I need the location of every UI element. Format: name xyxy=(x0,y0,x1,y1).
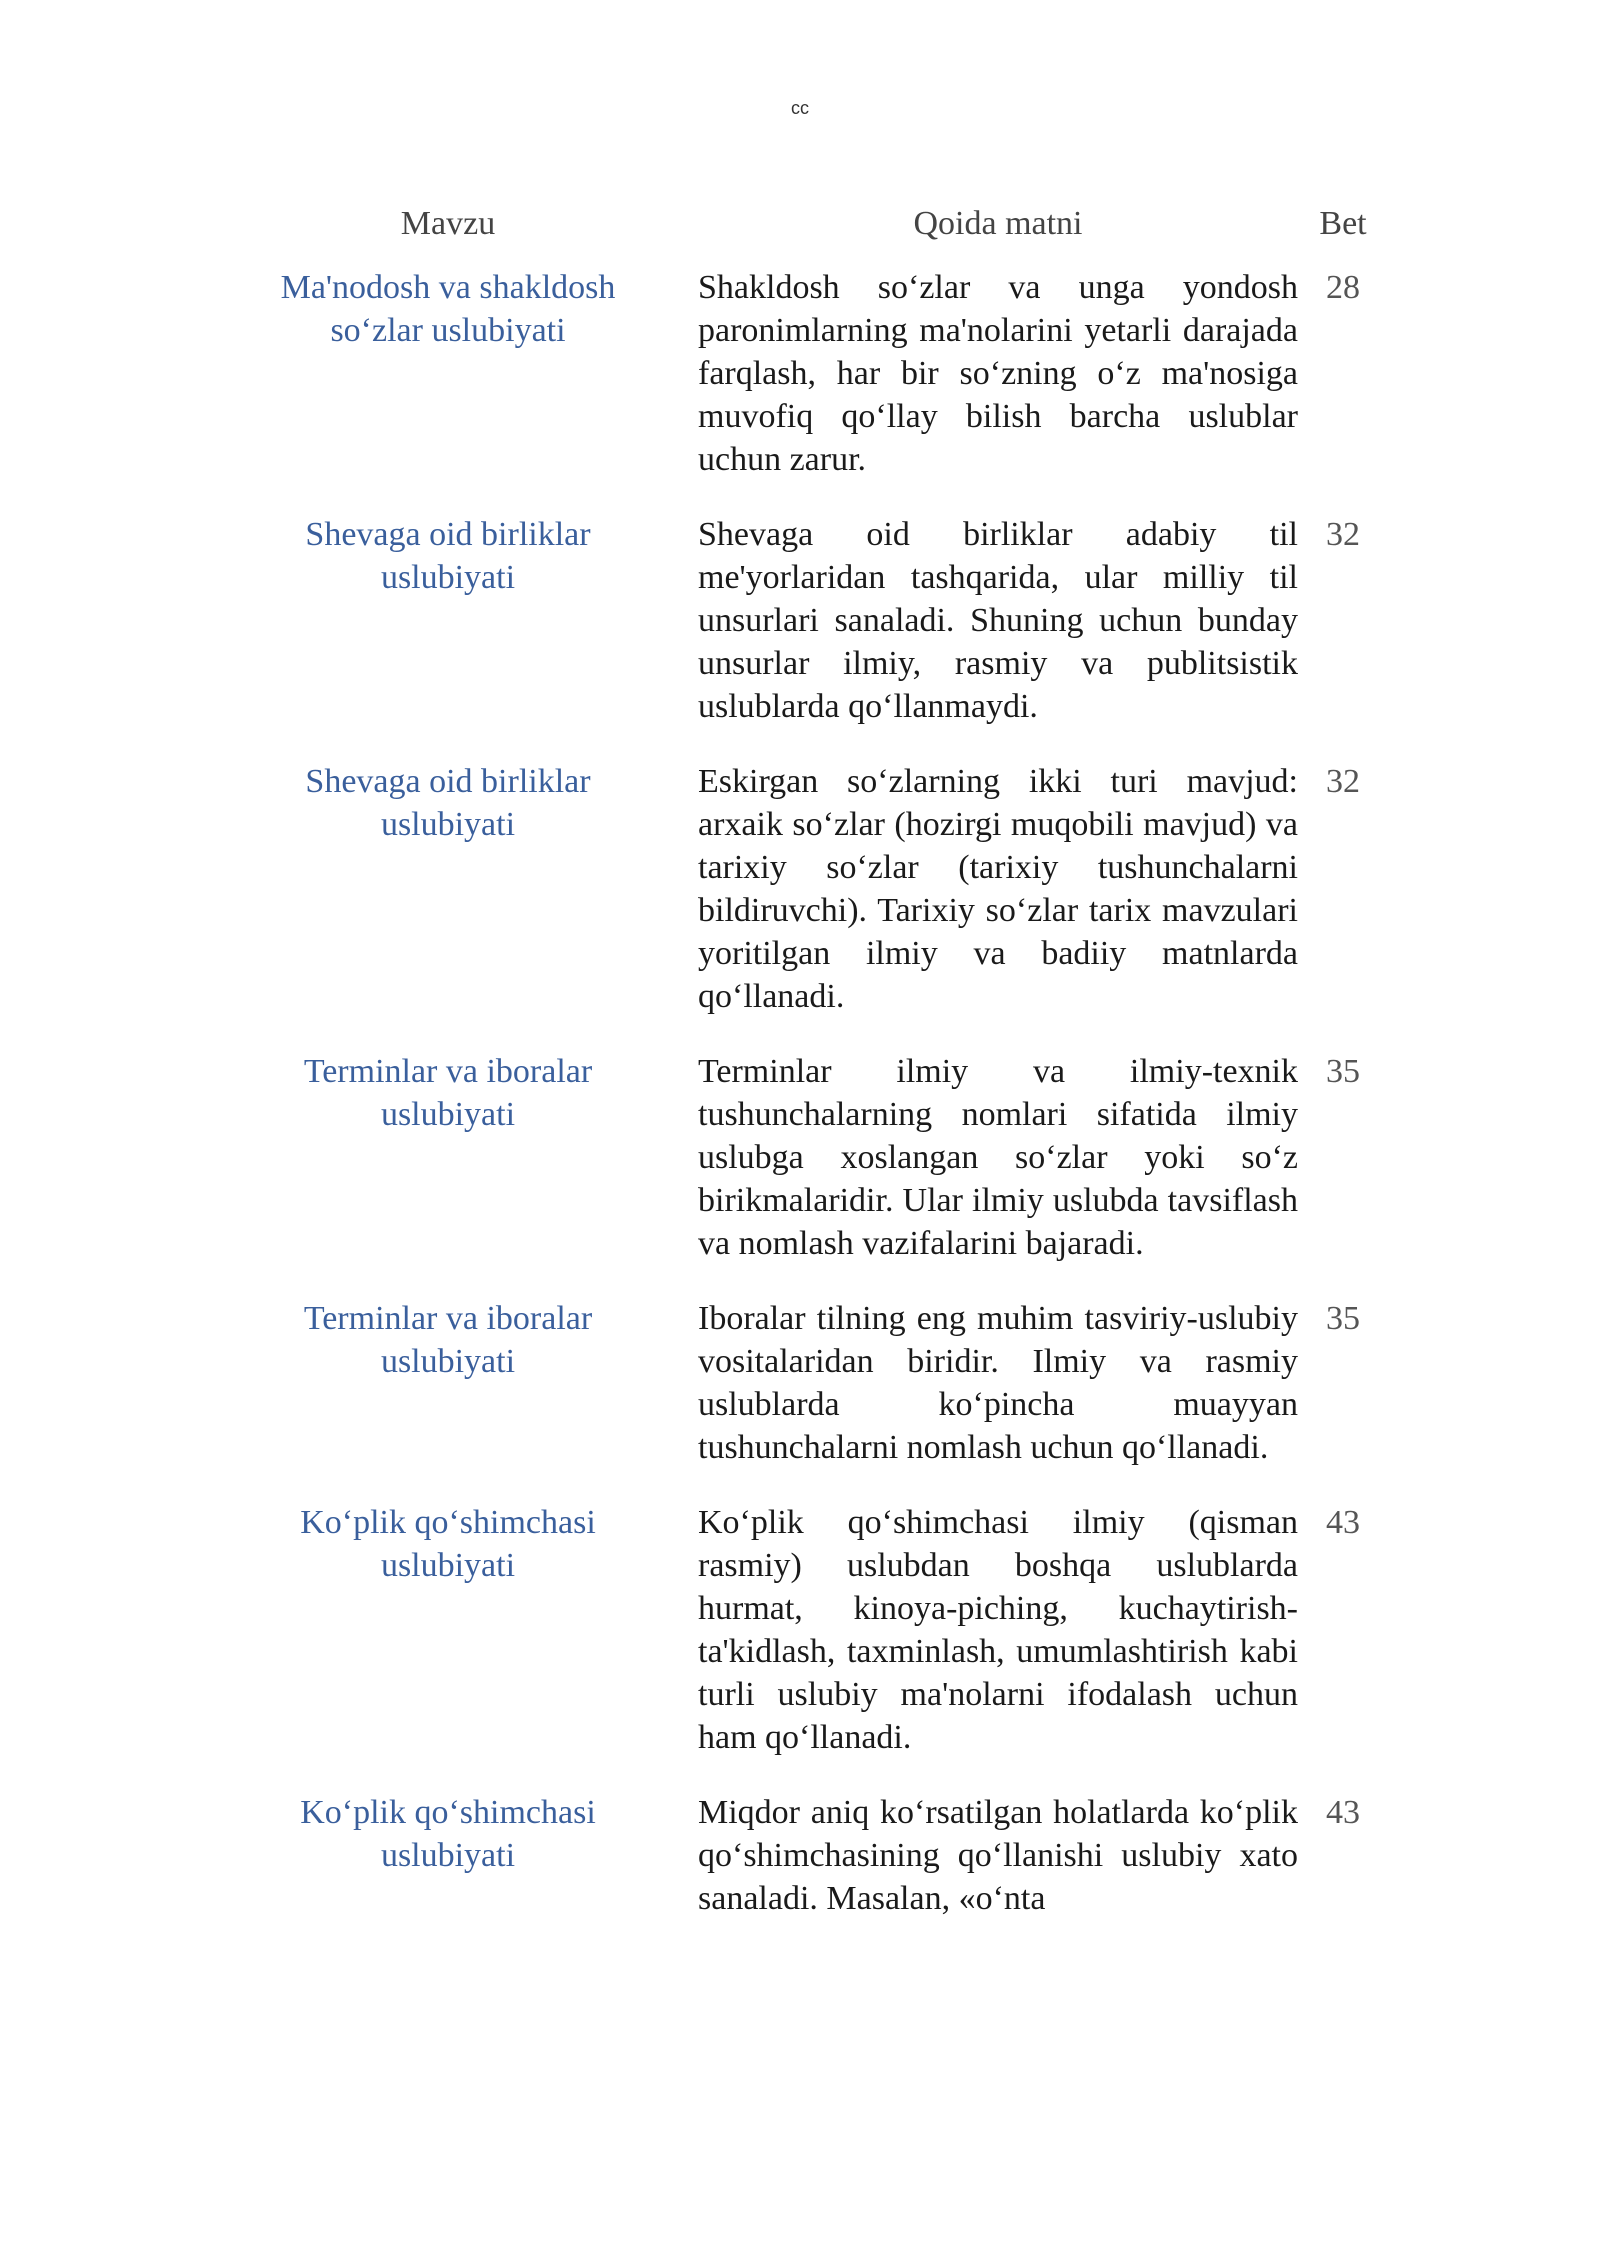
rule-text: Iboralar tilning eng muhim tasviriy-uslubiy vositalaridan biridir. Ilmiy va rasmiy uslublarda ko‘pincha muayyan tushunchalarni nomlash uchun qo‘llanadi. xyxy=(698,1300,1298,1466)
table-row xyxy=(258,1791,1388,1920)
topic-link[interactable]: Ko‘plik qo‘shimchasi uslubiyati xyxy=(300,1794,596,1874)
table-row xyxy=(258,1501,1388,1759)
page-number: 28 xyxy=(1326,269,1360,306)
page-number: 35 xyxy=(1326,1300,1360,1337)
rule-text: Shevaga oid birliklar adabiy til me'yorlaridan tashqarida, ular milliy til unsurlari sanaladi. Shuning uchun bunday unsurlar ilmiy, rasmiy va publitsistik uslublarda qo‘llanmaydi. xyxy=(698,516,1298,725)
table-row xyxy=(258,266,1388,481)
rule-text: Miqdor aniq ko‘rsatilgan holatlarda ko‘plik qo‘shimchasining qo‘llanishi uslubiy xato sanaladi. Masalan, «o‘nta xyxy=(698,1794,1298,1917)
table-row xyxy=(258,513,1388,728)
table-row xyxy=(258,760,1388,1018)
topic-link[interactable]: Ko‘plik qo‘shimchasi uslubiyati xyxy=(300,1504,596,1584)
topic-link[interactable]: Shevaga oid birliklar uslubiyati xyxy=(305,763,591,843)
table-row xyxy=(258,1297,1388,1469)
page-number: 43 xyxy=(1326,1504,1360,1541)
topic-link[interactable]: Terminlar va iboralar uslubiyati xyxy=(303,1300,593,1380)
table-header-row xyxy=(258,200,1388,248)
page-number: 43 xyxy=(1326,1794,1360,1831)
rules-table xyxy=(258,200,1388,1952)
page-number: 32 xyxy=(1326,763,1360,800)
header-text: Qoida matni xyxy=(913,205,1083,242)
rule-text: Shakldosh so‘zlar va unga yondosh paronimlarning ma'nolarini yetarli darajada farqlash, har bir so‘zning o‘z ma'nosiga muvofiq qo‘llay bilish barcha uslublar uchun zarur. xyxy=(698,269,1298,478)
rule-text: Ko‘plik qo‘shimchasi ilmiy (qisman rasmiy) uslubdan boshqa uslublarda hurmat, kinoya-piching, kuchaytirish-ta'kidlash, taxminlash, umumlashtirish kabi turli uslubiy ma'nolarni ifodalash uchun ham qo‘llanadi. xyxy=(698,1504,1298,1756)
table-row xyxy=(258,1050,1388,1265)
header-page: Bet xyxy=(1319,205,1367,242)
page-number: 35 xyxy=(1326,1053,1360,1090)
header-topic: Mavzu xyxy=(400,205,496,242)
topic-link[interactable]: Shevaga oid birliklar uslubiyati xyxy=(305,516,591,596)
rule-text: Eskirgan so‘zlarning ikki turi mavjud: arxaik so‘zlar (hozirgi muqobili mavjud) va tarixiy so‘zlar (tarixiy tushunchalarni bildiruvchi). Tarixiy so‘zlar tarix mavzulari yoritilgan ilmiy va badiiy matnlarda qo‘llanadi. xyxy=(698,763,1298,1015)
topic-link[interactable]: Terminlar va iboralar uslubiyati xyxy=(303,1053,593,1133)
page-header: cc xyxy=(791,98,809,118)
topic-link[interactable]: Ma'nodosh va shakldosh so‘zlar uslubiyati xyxy=(280,269,616,349)
page-number: 32 xyxy=(1326,516,1360,553)
rule-text: Terminlar ilmiy va ilmiy-texnik tushunchalarning nomlari sifatida ilmiy uslubga xoslangan so‘zlar yoki so‘z birikmalaridir. Ular ilmiy uslubda tavsiflash va nomlash vazifalarini bajaradi. xyxy=(698,1053,1298,1262)
